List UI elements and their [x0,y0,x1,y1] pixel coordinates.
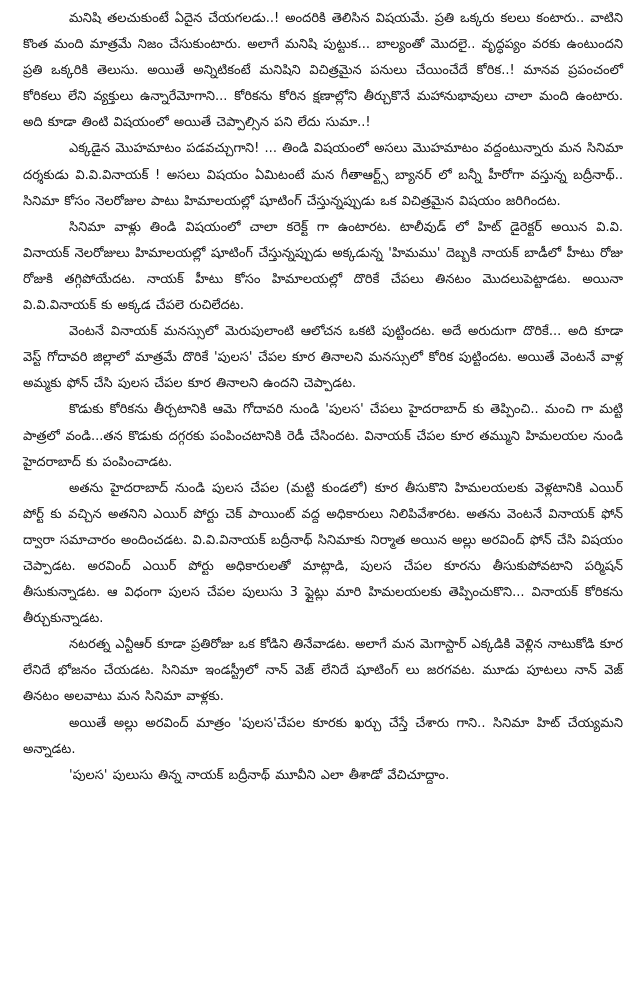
paragraph-allu-aravind: అయితే అల్లు అరవింద్ మాత్రం 'పులస'చేపల కూరకు ఖర్చు చేస్తే చేశారు గాని.. సినిమా హిట్ చేయ్యమని అన్నాడట. [23,715,623,757]
article-body [23,6,623,789]
paragraph-mother-cooking: కొడుకు కోరికను తీర్చటానికి ఆమె గోదావరి నుండి 'పులస' చేపలు హైదరాబాద్ కు తెప్పించి.. మంచి గా మట్టి పాత్రలో వండి...తన కొడుకు దగ్గరకు పంపించటానికి రెడీ చేసిందట. వినాయక్ చేపల కూర తమ్ముని హిమలయల నుండి హైదరాబాద్ కు పంపించాడట. [23,402,623,470]
paragraph-himalaya-fish: సినిమా వాళ్లు తిండి విషయంలో చాలా కరెక్ట్ గా ఉంటారట. టాలీవుడ్ లో హిట్ డైరెక్టర్ అయిన వి.వి. వినాయక్ నెలరోజులు హిమాలయల్లో షూటింగ్ చేస్తున్నప్పుడు అక్కడున్న 'హిమము' దెబ్బకి నాయక్ బాడీలో హీటు రోజు రోజుకి తగ్గిపోయేదట. నాయక్ హీటు కోసం హిమాలయల్లో దొరికే చేపలు తినటం మొదలుపెట్టాడట. అయినా వి.వి.వినాయక్ కు అక్కడ చేపలె రుచిలేదట. [23,219,623,314]
paragraph-pulasa-craving: వెంటనే వినాయక్ మనస్సులో మెరుపులాంటి ఆలోచన ఒకటి పుట్టిందట. అదే అరుదుగా దొరికే... అది కూడా వెస్ట్ గోదావరి జిల్లాలో మాత్రమే దొరికే 'పులస' చేపల కూర తినాలని మనస్సులో కోరిక పుట్టిందట. అయితే వెంటనే వాళ్ల అమ్మకు ఫోన్ చేసి పులస చేపల కూర తినాలని ఉందని చెప్పాడట. [23,324,623,392]
paragraph-industry-nonveg: నటరత్న ఎన్టీఆర్ కూడా ప్రతిరోజు ఒక కోడిని తినేవాడట. అలాగే మన మెగాస్టార్ ఎక్కడికి వెళ్లిన నాటుకోడి కూర లేనిదే భోజనం చేయడట. సినిమా ఇండస్ట్రీలో నాన్ వెజ్ లేనిదే షూటింగ్ లు జరగవట. మూడు పూటలు నాన్ వెజ్ తినటం అలవాటు మన సినిమా వాళ్లకు. [23,637,623,705]
paragraph-airport-permission: అతను హైదరాబాద్ నుండి పులస చేపల (మట్టి కుండలో) కూర తీసుకొని హిమలయలకు వెళ్లటానికి ఎయిర్ పోర్ట్ కు వచ్చిన అతనిని ఎయిర్ పోర్టు చెక్ పాయింట్ వద్ద అధికారులు నిలిపివేశారట. అతను వెంటనే వినాయక్ ఫోన్ ద్వారా సమాచారం అందించడట. వి.వి.వినాయక్ బద్రీనాథ్ సినిమాకు నిర్మాత అయిన అల్లు అరవింద్ ఫోన్ చేసి విషయం చెప్పాడట. అరవింద్ ఎయిర్ పోర్టు అధికారులతో మాట్లాడి, పులస చేపల కూరను తీసుకుపోవటాని పర్మిషన్ తీసుకున్నాడట. ఆ విధంగా పులస చేపల పులుసు 3 ఫ్లైట్లు మారి హిమలయలకు తెప్పించుకొని... వినాయక్ కోరికను తీర్చుకున్నాడట. [23,480,623,627]
paragraph-intro: మనిషి తలచుకుంటే ఏదైన చేయగలడు..! అందరికి తెలిసిన విషయమే. ప్రతి ఒక్కరు కలలు కంటారు.. వాటిని కొంత మంది మాత్రమే నిజం చేసుకుంటారు. అలాగే మనిషి పుట్టుక... బాల్యంతో మొదలై.. వృద్ధప్యం వరకు ఉంటుందని ప్రతి ఒక్కరికి తెలుసు. అయితే అన్నిటికంటే మనిషిని విచిత్రమైన పనులు చేయించేదే కోరిక..! మానవ ప్రపంచంలో కోరికలు లేని వ్యక్తులు ఉన్నారేమోగాని... కోరికను కోరిన క్షణాల్లోని తీర్చుకొనే మహానుభావులు చాలా మంది ఉంటారు. అది కూడా తింటి విషయంలో అయితే చెప్పాల్సిన పని లేదు సుమా..! [23,11,623,131]
paragraph-closing: 'పులస' పులుసు తిన్న నాయక్ బద్రీనాథ్ మూవీని ఎలా తీశాడో వేచిచూద్దాం. [69,767,450,783]
paragraph-vinayak-shooting: ఎక్కడైన మొహమాటం పడవచ్చుగాని! ... తిండి విషయంలో అసలు మొహమాటం వద్దంటున్నారు మన సినిమా దర్శకుడు వి.వి.వినాయక్ ! అసలు విషయం ఏమిటంటే మన గీతాఆర్ట్స్ బ్యానర్ లో బన్నీ హీరోగా వస్తున్న బద్రీనాథ్.. సినిమా కోసం నెలరోజుల పాటు హిమాలయల్లో షూటింగ్ చేస్తున్నప్పుడు ఒక విచిత్రమైన విషయం జరిగిందట. [23,141,623,209]
